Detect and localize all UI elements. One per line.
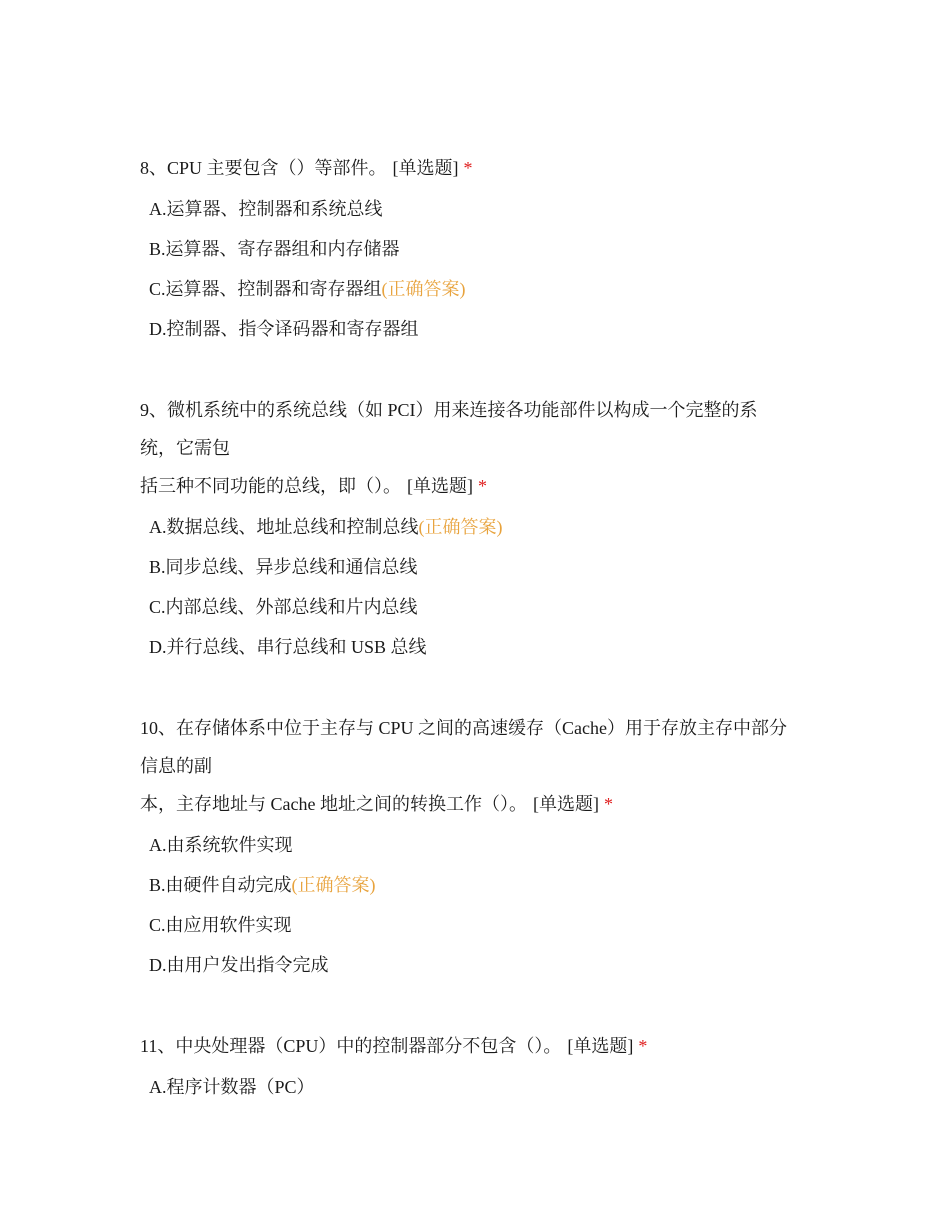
- option-b[interactable]: [149, 229, 830, 269]
- option-text: A.由系统软件实现: [149, 835, 293, 855]
- required-mark: *: [638, 1036, 648, 1056]
- option-a[interactable]: [149, 825, 830, 865]
- question-8: [140, 149, 830, 349]
- option-text: D.由用户发出指令完成: [149, 955, 329, 975]
- question-type: [单选题]: [407, 476, 473, 496]
- question-text-line: [140, 709, 830, 747]
- required-mark: *: [478, 476, 487, 496]
- correct-answer-mark: (正确答案): [291, 875, 376, 895]
- question-9: [140, 391, 830, 667]
- question-text-line: [140, 429, 830, 467]
- option-a[interactable]: [149, 1067, 830, 1107]
- option-d[interactable]: [149, 945, 830, 985]
- question-10: [140, 709, 830, 985]
- question-text: 9、微机系统中的系统总线（如 PCI）用来连接各功能部件以构成一个完整的系: [140, 400, 758, 420]
- option-text: B.同步总线、异步总线和通信总线: [149, 557, 418, 577]
- question-text: 信息的副: [140, 756, 212, 776]
- option-text: D.控制器、指令译码器和寄存器组: [149, 319, 419, 339]
- question-text: 10、在存储体系中位于主存与 CPU 之间的高速缓存（Cache）用于存放主存中部分: [140, 718, 787, 738]
- question-text-line: [140, 467, 830, 505]
- option-d[interactable]: [149, 309, 830, 349]
- correct-answer-mark: (正确答案): [418, 517, 503, 537]
- option-c[interactable]: [149, 905, 830, 945]
- question-text: 括三种不同功能的总线，即（）。: [140, 476, 401, 496]
- option-c[interactable]: [149, 587, 830, 627]
- option-b[interactable]: [149, 865, 830, 905]
- option-b[interactable]: [149, 547, 830, 587]
- option-list: [140, 189, 830, 349]
- required-mark: *: [603, 794, 613, 814]
- question-text-line: [140, 149, 830, 187]
- correct-answer-mark: (正确答案): [381, 279, 466, 299]
- question-type: [单选题]: [392, 158, 459, 178]
- question-text: 8、CPU 主要包含（）等部件。: [140, 158, 387, 178]
- option-list: [140, 825, 830, 985]
- option-text: A.程序计数器（PC）: [149, 1077, 315, 1097]
- question-text: 本，主存地址与 Cache 地址之间的转换工作（）。: [140, 794, 527, 814]
- option-text: C.运算器、控制器和寄存器组: [149, 279, 382, 299]
- required-mark: *: [463, 158, 473, 178]
- option-c[interactable]: [149, 269, 830, 309]
- option-a[interactable]: [149, 189, 830, 229]
- question-text: 统，它需包: [140, 438, 230, 458]
- question-text-line: [140, 785, 830, 823]
- option-text: A.运算器、控制器和系统总线: [149, 199, 383, 219]
- option-list: [140, 507, 830, 667]
- question-text-line: [140, 747, 830, 785]
- question-type: [单选题]: [567, 1036, 634, 1056]
- question-text-line: [140, 1027, 830, 1065]
- option-text: C.由应用软件实现: [149, 915, 292, 935]
- option-text: B.运算器、寄存器组和内存储器: [149, 239, 400, 259]
- option-text: C.内部总线、外部总线和片内总线: [149, 597, 418, 617]
- option-text: D.并行总线、串行总线和 USB 总线: [149, 637, 427, 657]
- option-d[interactable]: [149, 627, 830, 667]
- option-text: B.由硬件自动完成: [149, 875, 292, 895]
- option-text: A.数据总线、地址总线和控制总线: [149, 517, 419, 537]
- option-a[interactable]: [149, 507, 830, 547]
- question-text-line: [140, 391, 830, 429]
- option-list: [140, 1067, 830, 1107]
- question-11: [140, 1027, 830, 1107]
- question-text: 11、中央处理器（CPU）中的控制器部分不包含（）。: [140, 1036, 562, 1056]
- question-type: [单选题]: [532, 794, 599, 814]
